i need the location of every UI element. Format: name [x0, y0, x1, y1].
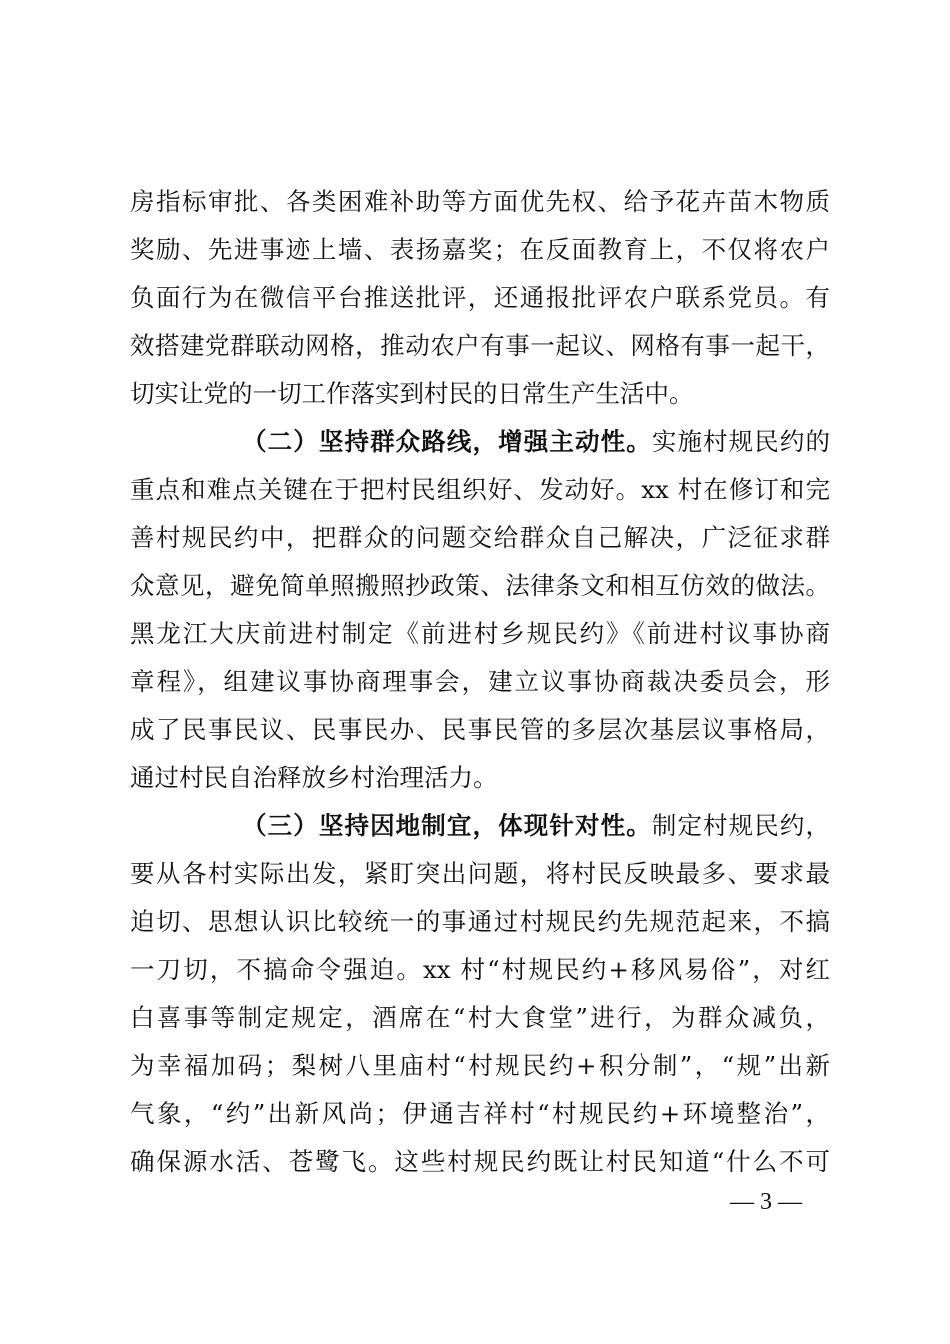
text-line: 章程》，组建议事协商理事会，建立议事协商裁决委员会，形: [130, 667, 830, 696]
text-line: 黑龙江大庆前进村制定《前进村乡规民约》《前进村议事协商: [130, 619, 830, 648]
section-heading: （三）坚持因地制宜，体现针对性。: [242, 811, 652, 840]
text-line: 通过村民自治释放乡村治理活力。: [130, 763, 498, 792]
page-number: — 3 —: [730, 1189, 802, 1215]
text-line: 房指标审批、各类困难补助等方面优先权、给予花卉苗木物质: [130, 187, 830, 216]
text-line: 善村规民约中，把群众的问题交给群众自己解决，广泛征求群: [130, 523, 830, 552]
text-line: 确保源水活、苍鹭飞。这些村规民约既让村民知道“什么不可: [130, 1147, 830, 1176]
text-line: 效搭建党群联动网格，推动农户有事一起议、网格有事一起干，: [130, 331, 830, 360]
text-span: 实施村规民约的: [651, 427, 831, 456]
text-line: 切实让党的一切工作落实到村民的日常生产生活中。: [130, 379, 694, 408]
section-heading: （二）坚持群众路线，增强主动性。: [242, 427, 652, 456]
text-line: 重点和难点关键在于把村民组织好、发动好。xx 村在修订和完: [130, 475, 830, 504]
text-span: 制定村规民约，: [651, 811, 831, 840]
text-line: 成了民事民议、民事民办、民事民管的多层次基层议事格局，: [130, 715, 830, 744]
text-line: 气象，“约”出新风尚；伊通吉祥村“村规民约+环境整治”，: [130, 1099, 830, 1128]
text-line: 白喜事等制定规定，酒席在“村大食堂”进行，为群众减负，: [130, 1003, 830, 1032]
text-line: 负面行为在微信平台推送批评，还通报批评农户联系党员。有: [130, 283, 830, 312]
text-line: 要从各村实际出发，紧盯突出问题，将村民反映最多、要求最: [130, 859, 830, 888]
text-line: 奖励、先进事迹上墙、表扬嘉奖；在反面教育上，不仅将农户: [130, 235, 830, 264]
text-line: 一刀切，不搞命令强迫。xx 村“村规民约+移风易俗”，对红: [130, 955, 830, 984]
section-heading-line: [242, 806, 830, 846]
text-line: 为幸福加码；梨树八里庙村“村规民约+积分制”，“规”出新: [130, 1051, 830, 1080]
text-line: 迫切、思想认识比较统一的事通过村规民约先规范起来，不搞: [130, 907, 830, 936]
section-heading-line: [242, 422, 830, 462]
text-line: 众意见，避免简单照搬照抄政策、法律条文和相互仿效的做法。: [130, 571, 830, 600]
